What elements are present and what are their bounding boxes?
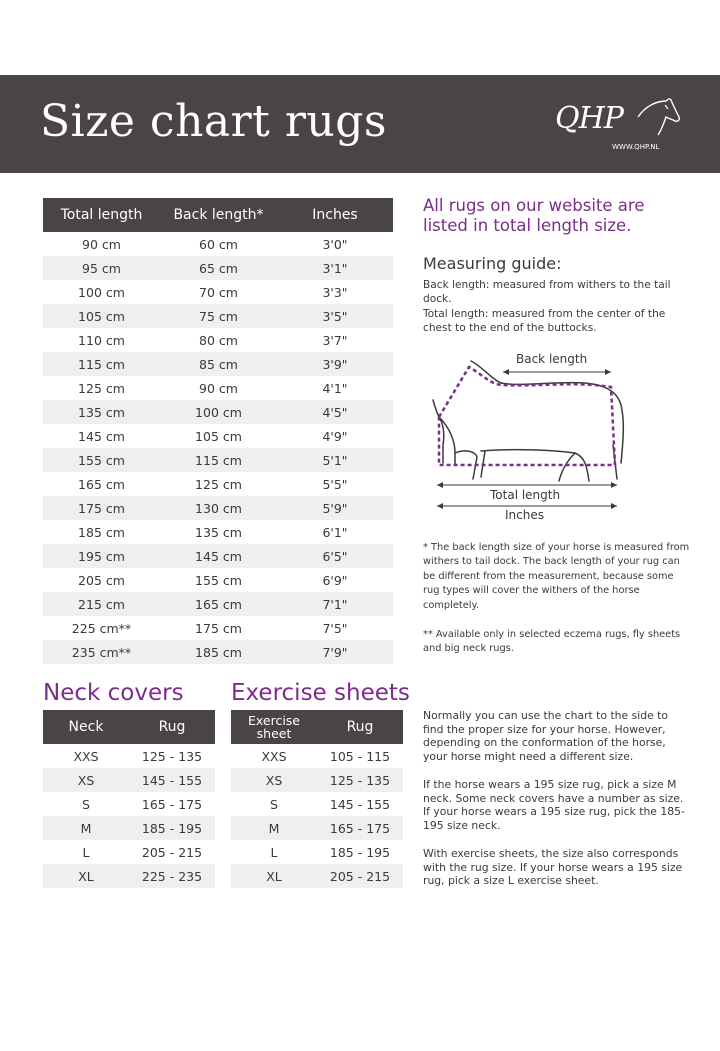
table-cell: 155 cm xyxy=(195,572,242,588)
table-row xyxy=(43,496,393,520)
neck-covers-title: Neck covers xyxy=(43,680,184,706)
table-cell: 85 cm xyxy=(160,352,277,376)
table-cell: XXS xyxy=(261,748,287,764)
table-cell: XS xyxy=(43,768,129,792)
table-cell: 4'1" xyxy=(322,380,348,396)
inches-label: Inches xyxy=(505,508,544,522)
table-cell: 5'9" xyxy=(277,496,393,520)
table-cell: 205 - 215 xyxy=(317,864,403,888)
table-cell: L xyxy=(82,844,90,860)
table-cell: M xyxy=(43,816,129,840)
table-cell: 125 cm xyxy=(195,476,242,492)
neck-covers-table xyxy=(43,710,215,888)
table-row xyxy=(43,792,215,816)
exercise-sheets-title: Exercise sheets xyxy=(231,680,410,706)
table-cell: 100 cm xyxy=(160,400,277,424)
horse-head-logo-icon xyxy=(632,97,682,145)
table-header-row xyxy=(43,710,215,744)
table-row xyxy=(43,864,215,888)
table-row xyxy=(43,520,393,544)
table-cell: 3'9" xyxy=(277,352,393,376)
table-row xyxy=(231,792,403,816)
notes-paragraph-1: Normally you can use the chart to the side to find the proper size for your horse. However, depending on the conformation of the horse, your horse might need a different size. xyxy=(423,709,668,763)
column-header: Back length* xyxy=(160,198,277,232)
table-row xyxy=(43,640,393,664)
table-cell: 145 - 155 xyxy=(129,768,215,792)
table-row xyxy=(231,816,403,840)
table-cell: 7'1" xyxy=(277,592,393,616)
qhp-logo xyxy=(550,97,685,159)
table-row xyxy=(231,840,403,864)
table-row xyxy=(43,280,393,304)
table-cell: 215 cm xyxy=(43,592,160,616)
table-row xyxy=(43,768,215,792)
table-row xyxy=(43,840,215,864)
table-row xyxy=(231,744,403,768)
table-cell: L xyxy=(270,844,278,860)
table-cell: 3'0" xyxy=(322,236,348,252)
table-cell: 155 cm xyxy=(43,448,160,472)
table-row xyxy=(43,616,393,640)
table-cell: 7'9" xyxy=(277,640,393,664)
table-cell: 7'5" xyxy=(322,620,348,636)
table-row xyxy=(231,864,403,888)
table-cell: 175 cm xyxy=(43,496,160,520)
table-cell: 110 cm xyxy=(78,332,125,348)
table-cell: 115 cm xyxy=(43,352,160,376)
table-cell: 95 cm xyxy=(43,256,160,280)
table-cell: 145 cm xyxy=(160,544,277,568)
table-cell: 185 cm xyxy=(78,524,125,540)
table-cell: 225 - 235 xyxy=(129,864,215,888)
table-cell: S xyxy=(270,796,278,812)
table-row xyxy=(43,304,393,328)
table-cell: 185 - 195 xyxy=(129,816,215,840)
table-cell: 205 - 215 xyxy=(141,844,203,860)
table-header-row xyxy=(231,710,403,744)
table-cell: 135 cm xyxy=(195,524,242,540)
table-row xyxy=(43,744,215,768)
table-cell: XL xyxy=(231,864,317,888)
table-cell: 65 cm xyxy=(160,256,277,280)
headline-text: All rugs on our website are listed in total length size. xyxy=(423,196,645,235)
column-header: Exercise sheet xyxy=(231,710,317,744)
table-header-row xyxy=(43,198,393,232)
column-header: Neck xyxy=(43,710,129,744)
table-cell: 185 - 195 xyxy=(329,844,391,860)
table-cell: 3'5" xyxy=(277,304,393,328)
table-row xyxy=(43,376,393,400)
notes-paragraph-2: If the horse wears a 195 size rug, pick a size M neck. Some neck covers have a number as size. If your horse wears a 195 size rug, pick the 185-195 size neck. xyxy=(423,778,685,832)
table-row xyxy=(43,352,393,376)
notes-paragraph-3: With exercise sheets, the size also corresponds with the rug size. If your horse wears a 195 size rug, pick a size L exercise sheet. xyxy=(423,847,683,888)
measuring-guide-title: Measuring guide: xyxy=(423,254,562,273)
logo-url: WWW.QHP.NL xyxy=(612,143,660,151)
table-cell: XXS xyxy=(73,748,99,764)
table-row xyxy=(43,816,215,840)
table-row xyxy=(43,472,393,496)
table-row xyxy=(43,232,393,256)
table-cell: 5'1" xyxy=(277,448,393,472)
table-cell: 130 cm xyxy=(160,496,277,520)
table-cell: 175 cm xyxy=(195,620,242,636)
table-row xyxy=(43,568,393,592)
table-cell: 145 cm xyxy=(78,428,125,444)
table-cell: 165 cm xyxy=(78,476,125,492)
table-cell: 125 - 135 xyxy=(317,768,403,792)
table-row xyxy=(43,256,393,280)
column-header: Total length xyxy=(43,198,160,232)
table-cell: 4'5" xyxy=(277,400,393,424)
table-cell: 75 cm xyxy=(160,304,277,328)
table-cell: 235 cm** xyxy=(43,640,160,664)
table-cell: 145 - 155 xyxy=(329,796,391,812)
table-cell: 105 - 115 xyxy=(329,748,391,764)
table-row xyxy=(231,768,403,792)
guide-total-length-text: Total length: measured from the center of the chest to the end of the buttocks. xyxy=(423,308,666,335)
table-row xyxy=(43,328,393,352)
table-cell: 80 cm xyxy=(199,332,238,348)
table-cell: 3'7" xyxy=(322,332,348,348)
page-title: Size chart rugs xyxy=(40,96,387,147)
back-length-arrow-icon xyxy=(503,369,611,375)
table-cell: 195 cm xyxy=(43,544,160,568)
table-cell: 90 cm xyxy=(199,380,238,396)
table-cell: 165 - 175 xyxy=(317,816,403,840)
guide-back-length-text: Back length: measured from withers to the tail dock. xyxy=(423,279,671,306)
footnote-back-length: * The back length size of your horse is measured from withers to tail dock. The back length of your rug can be different from the measurement, because some rug types will cover the withers of the horse completely. xyxy=(423,542,690,611)
table-row xyxy=(43,424,393,448)
table-row xyxy=(43,544,393,568)
column-header: Rug xyxy=(317,710,403,744)
table-cell: 70 cm xyxy=(199,284,238,300)
table-cell: 105 cm xyxy=(195,428,242,444)
footnote-availability: ** Available only in selected eczema rugs, fly sheets and big neck rugs. xyxy=(423,629,681,655)
table-cell: 6'9" xyxy=(322,572,348,588)
exercise-sheets-table xyxy=(231,710,403,888)
table-cell: 135 cm xyxy=(43,400,160,424)
table-cell: S xyxy=(82,796,90,812)
table-cell: 225 cm** xyxy=(71,620,132,636)
table-cell: 4'9" xyxy=(322,428,348,444)
table-cell: M xyxy=(231,816,317,840)
table-cell: 3'3" xyxy=(322,284,348,300)
table-cell: 105 cm xyxy=(43,304,160,328)
table-row xyxy=(43,400,393,424)
header-banner xyxy=(0,75,720,173)
table-row xyxy=(43,448,393,472)
column-header: Rug xyxy=(129,710,215,744)
table-cell: 100 cm xyxy=(78,284,125,300)
table-cell: 60 cm xyxy=(199,236,238,252)
table-cell: 6'5" xyxy=(277,544,393,568)
back-length-label: Back length xyxy=(516,352,588,366)
column-header: Inches xyxy=(277,198,393,232)
table-cell: 125 cm xyxy=(78,380,125,396)
table-cell: XL xyxy=(43,864,129,888)
table-cell: 205 cm xyxy=(78,572,125,588)
total-length-label: Total length xyxy=(490,488,561,502)
table-cell: 5'5" xyxy=(322,476,348,492)
size-chart-table xyxy=(43,198,393,664)
table-cell: 115 cm xyxy=(160,448,277,472)
horse-measuring-diagram xyxy=(425,345,695,530)
logo-text: QHP xyxy=(555,101,623,136)
table-cell: XS xyxy=(231,768,317,792)
table-row xyxy=(43,592,393,616)
table-cell: 3'1" xyxy=(277,256,393,280)
table-cell: 185 cm xyxy=(160,640,277,664)
table-cell: 165 - 175 xyxy=(141,796,203,812)
table-cell: 90 cm xyxy=(82,236,121,252)
table-cell: 6'1" xyxy=(322,524,348,540)
table-cell: 165 cm xyxy=(160,592,277,616)
table-cell: 125 - 135 xyxy=(141,748,203,764)
